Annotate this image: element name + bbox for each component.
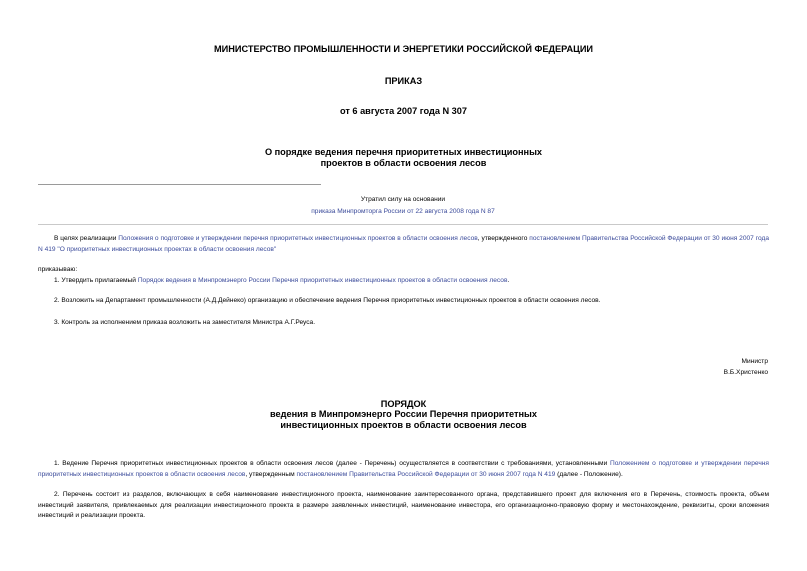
procedure-subtitle-line1: ведения в Минпромэнерго России Перечня приоритетных: [270, 409, 537, 419]
signature-name: В.Б.Христенко: [723, 369, 768, 376]
intro-link-decree[interactable]: постановлением Правительства Российской Федерации от 30 июня 2007 года N 419 "О приоритетных инвестиционных проектах в области освоения лесов": [38, 235, 770, 253]
intro-middle: , утвержденного: [477, 235, 528, 242]
item-1: [38, 276, 769, 287]
item-1-suffix: .: [507, 277, 510, 284]
procedure-paragraph-2: 2. Перечень состоит из разделов, включающих в себя наименование инвестиционного проекта, наименование заинтересованного органа, представившего проект для включения его в Перечень, стоимость проекта, объем инвестиций заявителя, привлекаемых для реализации инвестиционного проекта в размере заявленных инвестиций, наименование инвестора, его организационно-правовую форму и местонахождение, реквизиты, сроки вложения инвестиций и реализации проекта.: [38, 491, 769, 519]
intro-paragraph: [38, 234, 769, 255]
order-title-line2: проектов в области освоения лесов: [320, 158, 487, 168]
item-1-link[interactable]: Порядок ведения в Минпромэнерго России Перечня приоритетных инвестиционных проектов в области освоения лесов: [137, 277, 508, 284]
order-word: приказываю:: [38, 266, 78, 273]
doc-type-heading: ПРИКАЗ: [384, 76, 423, 86]
intro-link-regulation[interactable]: Положения о подготовке и утверждении перечня приоритетных инвестиционных проектов в области освоения лесов: [118, 235, 478, 242]
order-title-line1: О порядке ведения перечня приоритетных инвестиционных: [264, 147, 543, 157]
procedure-subtitle-line2: инвестиционных проектов в области освоения лесов: [280, 420, 527, 430]
order-title: [0, 147, 807, 169]
procedure-paragraph-1: [38, 459, 769, 480]
procedure-title: ПОРЯДОК: [380, 399, 427, 409]
procedure-p1-prefix: 1. Ведение Перечня приоритетных инвестиционных проектов в области освоения лесов (далее - Перечень) осуществляется в соответствии с требованиями, установленными: [54, 460, 608, 467]
date-number-heading: от 6 августа 2007 года N 307: [339, 106, 468, 116]
item-2: 2. Возложить на Департамент промышленности (А.Д.Дейнеко) организацию и обеспечение ведения Перечня приоритетных инвестиционных проектов в области освоения лесов.: [54, 297, 601, 304]
item-3: 3. Контроль за исполнением приказа возложить на заместителя Министра А.Г.Реуса.: [54, 319, 316, 326]
signature-position: Министр: [741, 358, 768, 365]
status-divider: [38, 224, 768, 225]
procedure-p1-suffix: (далее - Положение).: [557, 470, 623, 478]
procedure-p1-middle: , утвержденным: [245, 470, 295, 478]
item-1-prefix: 1. Утвердить прилагаемый: [54, 277, 136, 284]
title-divider: [38, 184, 321, 185]
status-link-row: [258, 208, 548, 215]
status-note: Утратил силу на основании: [360, 196, 446, 203]
procedure-subtitle: [0, 409, 807, 431]
intro-prefix: В целях реализации: [54, 235, 117, 242]
status-link[interactable]: приказа Минпромторга России от 22 августа 2008 года N 87: [311, 208, 495, 215]
ministry-heading: МИНИСТЕРСТВО ПРОМЫШЛЕННОСТИ И ЭНЕРГЕТИКИ РОССИЙСКОЙ ФЕДЕРАЦИИ: [213, 44, 594, 54]
procedure-p1-link-regulation[interactable]: Положением о подготовке и утверждении перечня приоритетных инвестиционных проектов в области освоения лесов: [38, 460, 769, 478]
procedure-p1-link-decree[interactable]: постановлением Правительства Российской Федерации от 30 июня 2007 года N 419: [296, 470, 556, 478]
